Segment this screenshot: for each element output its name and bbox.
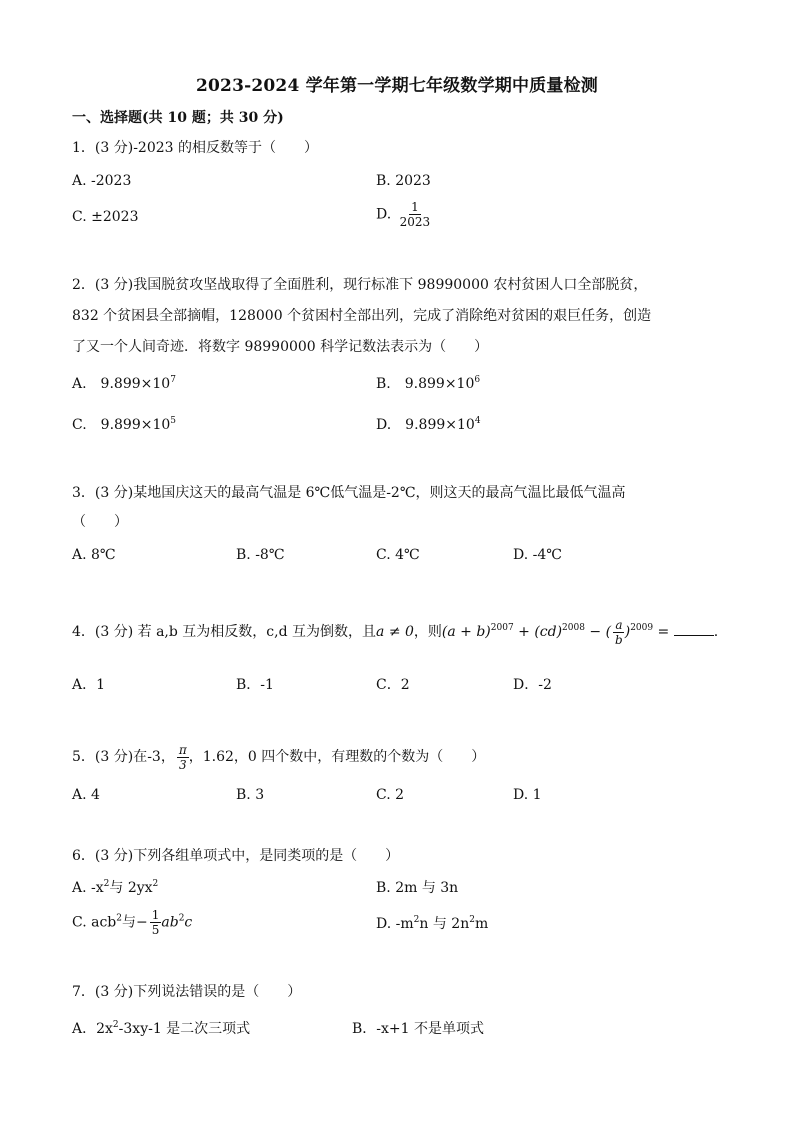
q2-option-c xyxy=(72,415,176,435)
q1-option-d-fraction xyxy=(398,200,433,229)
q4-expr-product: + (cd) xyxy=(513,624,563,640)
q2-option-b-exponent: 6 xyxy=(474,375,481,385)
q1-option-b: B. 2023 xyxy=(376,173,431,189)
q3-option-c: C. 4℃ xyxy=(376,547,420,563)
q6-c-part3: ab xyxy=(161,914,179,931)
q6-a-exp1: 2 xyxy=(103,879,110,889)
q6-d-part2: n 与 2n xyxy=(419,916,470,932)
fraction-denominator: 2023 xyxy=(399,215,431,229)
q6-c-part2: 与− xyxy=(122,914,148,931)
q4-expr-close: ) xyxy=(624,624,631,640)
q4-expr-sum: (a + b) xyxy=(441,624,491,640)
q2-option-b-base: B. 9.899×10 xyxy=(376,376,475,392)
q4-condition: a ≠ 0 xyxy=(376,624,414,640)
q4-exp-2009: 2009 xyxy=(630,623,654,633)
fraction-numerator: a xyxy=(615,617,623,632)
fraction-denominator: 3 xyxy=(178,757,187,772)
question-1-stem: 1．(3 分)-2023 的相反数等于（ ） xyxy=(72,140,318,156)
q6-d-part1: D. -m xyxy=(376,916,414,932)
q6-c-part4: c xyxy=(184,914,193,931)
q5-option-c: C. 2 xyxy=(376,787,405,803)
q3-option-d: D. -4℃ xyxy=(513,547,562,563)
q2-option-d-base: D. 9.899×10 xyxy=(376,417,475,433)
q2-option-c-exponent: 5 xyxy=(170,416,177,426)
q6-option-c xyxy=(72,908,192,937)
q6-d-part3: m xyxy=(474,916,489,932)
q6-a-part1: A. -x xyxy=(72,880,104,896)
question-2-stem-line-3: 了又一个人间奇迹．将数字 98990000 科学记数法表示为（ ） xyxy=(72,339,489,355)
q4-option-c: C．2 xyxy=(376,677,410,693)
q1-option-c: C. ±2023 xyxy=(72,209,139,225)
q2-option-a xyxy=(72,374,176,394)
q1-option-d xyxy=(376,200,432,229)
q4-exp-2007: 2007 xyxy=(490,623,514,633)
q7-option-a xyxy=(72,1019,250,1039)
q4-option-a: A．1 xyxy=(72,677,106,693)
q7-a-part1: A．2x xyxy=(72,1021,113,1037)
q4-option-b: B．-1 xyxy=(236,677,274,693)
q6-option-a xyxy=(72,878,158,898)
q6-c-exp1: 2 xyxy=(116,913,122,924)
q7-a-part2: -3xy-1 是二次三项式 xyxy=(118,1021,251,1037)
q6-c-exp2: 2 xyxy=(178,913,185,924)
question-6-stem: 6．(3 分)下列各组单项式中，是同类项的是（ ） xyxy=(72,848,400,864)
question-2-stem-line-1: 2．(3 分)我国脱贫攻坚战取得了全面胜利，现行标准下 98990000 农村贫困人口全部脱贫， xyxy=(72,277,648,293)
fraction-numerator: 1 xyxy=(411,200,419,214)
q6-option-b: B. 2m 与 3n xyxy=(376,880,459,896)
q2-option-a-exponent: 7 xyxy=(170,375,176,385)
section-heading: 一、选择题(共 10 题；共 30 分) xyxy=(72,110,284,126)
q6-a-part2: 与 2yx xyxy=(109,880,153,896)
q2-option-d-exponent: 4 xyxy=(474,416,481,426)
question-4-stem xyxy=(72,617,718,647)
fraction-numerator: π xyxy=(178,742,187,757)
q2-option-c-base: C. 9.899×10 xyxy=(72,417,171,433)
q3-option-a: A. 8℃ xyxy=(72,547,116,563)
page-title: 2023-2024 学年第一学期七年级数学期中质量检测 xyxy=(195,76,598,96)
q5-pi-fraction xyxy=(177,743,189,772)
fraction-denominator: 5 xyxy=(151,923,160,937)
question-5-stem xyxy=(72,742,485,772)
q6-d-exp2: 2 xyxy=(469,915,475,925)
answer-blank xyxy=(674,623,714,636)
q4-exp-2008: 2008 xyxy=(562,623,585,633)
q5-stem-intro: 5．(3 分)在-3， xyxy=(72,749,175,765)
q3-option-b: B. -8℃ xyxy=(236,547,285,563)
fraction-numerator: 1 xyxy=(151,908,160,922)
q2-option-b xyxy=(376,374,480,394)
q4-stem-mid: ，则 xyxy=(413,624,442,640)
q1-option-d-label: D. xyxy=(376,206,392,223)
q4-stem-intro: 4．(3 分) 若 a,b 互为相反数，c,d 互为倒数，且 xyxy=(72,624,377,640)
question-3-stem-line-2: （ ） xyxy=(72,514,128,530)
q4-option-d: D．-2 xyxy=(513,677,552,693)
q5-option-d: D. 1 xyxy=(513,787,542,803)
q5-stem-rest: ，1.62，0 四个数中，有理数的个数为（ ） xyxy=(188,749,486,765)
q6-c-part1: C. acb xyxy=(72,914,117,931)
q6-a-exp2: 2 xyxy=(152,879,159,889)
q2-option-d xyxy=(376,415,481,435)
q4-expr-minus: − ( xyxy=(584,624,612,640)
question-3-stem-line-1: 3．(3 分)某地国庆这天的最高气温是 6℃低气温是-2℃，则这天的最高气温比最低气温高 xyxy=(72,485,626,501)
q5-option-b: B. 3 xyxy=(236,787,265,803)
q6-c-fraction xyxy=(150,908,162,937)
q4-equals: = xyxy=(653,624,674,640)
fraction-denominator: b xyxy=(615,632,623,647)
q1-option-a: A. -2023 xyxy=(72,173,132,189)
q4-tail: . xyxy=(713,624,719,640)
q5-option-a: A. 4 xyxy=(72,787,100,803)
q6-d-exp1: 2 xyxy=(413,915,420,925)
question-2-stem-line-2: 832 个贫困县全部摘帽，128000 个贫困村全部出列，完成了消除绝对贫困的艰巨任务，创造 xyxy=(72,308,652,324)
question-7-stem: 7．(3 分)下列说法错误的是（ ） xyxy=(72,984,302,1000)
q4-fraction xyxy=(613,618,625,647)
q7-option-b: B．-x+1 不是单项式 xyxy=(352,1021,485,1037)
q6-option-d xyxy=(376,914,488,934)
q2-option-a-base: A. 9.899×10 xyxy=(72,376,171,392)
q7-a-exp: 2 xyxy=(112,1020,119,1030)
